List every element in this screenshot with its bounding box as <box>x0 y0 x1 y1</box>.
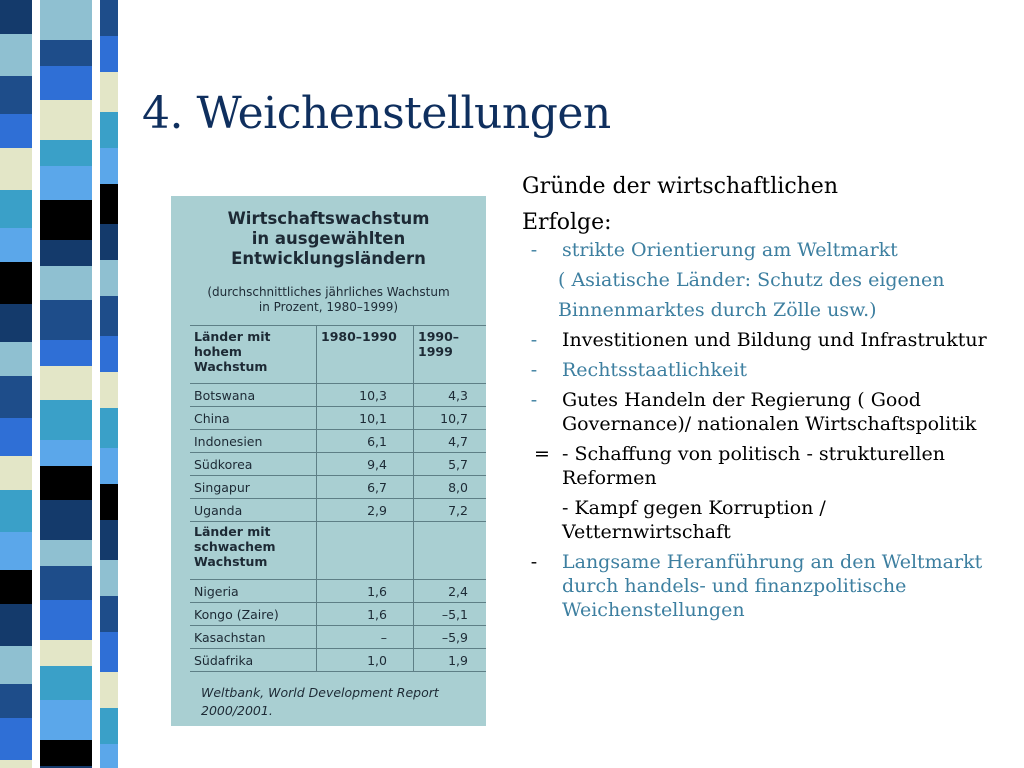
table-row <box>190 430 486 453</box>
stripe-block <box>40 740 92 766</box>
stripe-block <box>40 100 92 140</box>
table-title-line: Entwicklungsländern <box>231 249 426 268</box>
list-item <box>522 238 992 262</box>
value-1990-1999-cell: 2,4 <box>414 580 487 603</box>
high-growth-rows <box>190 384 486 522</box>
table-source-line: Weltbank, World Development Report <box>201 685 439 700</box>
list-item-text: Rechtsstaatlichkeit <box>562 359 747 381</box>
stripe-block <box>100 484 118 520</box>
low-growth-group-label: Länder mit schwachem Wachstum <box>190 522 317 580</box>
stripe-block <box>0 456 32 490</box>
stripe-block <box>0 190 32 228</box>
value-1990-1999-cell: 4,3 <box>414 384 487 407</box>
country-cell: Botswana <box>190 384 317 407</box>
stripe-block <box>0 646 32 684</box>
value-1980-1990-cell: 9,4 <box>317 453 414 476</box>
stripe-block <box>0 304 32 342</box>
growth-table <box>190 325 486 672</box>
stripe-block <box>100 148 118 184</box>
stripe-block <box>100 408 118 448</box>
stripe-column-right <box>100 0 118 768</box>
stripe-block <box>40 300 92 340</box>
value-1980-1990-cell: 2,9 <box>317 499 414 522</box>
stripe-block <box>40 366 92 400</box>
country-cell: Nigeria <box>190 580 317 603</box>
stripe-block <box>0 228 32 262</box>
table-row <box>190 453 486 476</box>
stripe-block <box>100 72 118 112</box>
country-cell: Kasachstan <box>190 626 317 649</box>
column-header-1990-1999: 1990–1999 <box>414 326 487 384</box>
consequence-text: - Schaffung von politisch - strukturellen Reformen <box>562 443 945 489</box>
country-cell: Südafrika <box>190 649 317 672</box>
value-1990-1999-cell: 1,9 <box>414 649 487 672</box>
stripe-block <box>100 336 118 372</box>
stripe-block <box>0 718 32 760</box>
content-text <box>522 168 992 622</box>
stripe-block <box>40 240 92 266</box>
table-row <box>190 580 486 603</box>
slide-title: 4. Weichenstellungen <box>142 88 611 139</box>
stripe-block <box>40 600 92 640</box>
stripe-block <box>0 342 32 376</box>
stripe-block <box>40 266 92 300</box>
bullet-dash: - <box>530 329 538 351</box>
value-1990-1999-cell: 10,7 <box>414 407 487 430</box>
country-cell: Uganda <box>190 499 317 522</box>
bullet-dash: - <box>530 551 538 573</box>
stripe-block <box>0 760 32 768</box>
stripe-block <box>40 166 92 200</box>
table-row-group-header <box>190 522 486 580</box>
list-item <box>522 328 992 352</box>
table-title <box>171 209 486 269</box>
value-1980-1990-cell: – <box>317 626 414 649</box>
stripe-block <box>100 0 118 36</box>
stripe-block <box>40 500 92 540</box>
list-item <box>522 358 992 382</box>
value-1990-1999-cell: –5,1 <box>414 603 487 626</box>
stripe-column-left <box>0 0 32 768</box>
growth-table-image <box>171 196 486 726</box>
value-1990-1999-cell: 7,2 <box>414 499 487 522</box>
value-1980-1990-cell: 1,6 <box>317 580 414 603</box>
list-item <box>522 550 992 622</box>
content-heading-line: Erfolge: <box>522 210 612 235</box>
value-1980-1990-cell: 6,1 <box>317 430 414 453</box>
low-growth-rows <box>190 580 486 672</box>
stripe-block <box>100 520 118 560</box>
stripe-block <box>100 672 118 708</box>
stripe-block <box>0 34 32 76</box>
stripe-block <box>0 148 32 190</box>
country-cell: Südkorea <box>190 453 317 476</box>
country-cell: Indonesien <box>190 430 317 453</box>
stripe-block <box>40 140 92 166</box>
stripe-block <box>100 372 118 408</box>
list-item-text: Investitionen und Bildung und Infrastruktur <box>562 329 987 351</box>
stripe-block <box>40 700 92 740</box>
stripe-block <box>40 40 92 66</box>
value-1990-1999-cell: –5,9 <box>414 626 487 649</box>
stripe-block <box>0 114 32 148</box>
stripe-block <box>40 540 92 566</box>
list-item-text: Langsame Heranführung an den Weltmarkt durch handels- und finanzpolitische Weichenstellungen <box>562 551 983 621</box>
table-row <box>190 603 486 626</box>
stripe-block <box>100 632 118 672</box>
stripe-block <box>100 560 118 596</box>
table-row <box>190 649 486 672</box>
country-cell: China <box>190 407 317 430</box>
stripe-block <box>40 466 92 500</box>
table-subtitle-line: in Prozent, 1980–1999) <box>258 300 399 314</box>
stripe-block <box>100 224 118 260</box>
table-row <box>190 499 486 522</box>
consequence-item <box>522 496 992 544</box>
stripe-block <box>0 418 32 456</box>
list-item-continuation: ( Asiatische Länder: Schutz des eigenen <box>558 269 945 291</box>
stripe-block <box>40 640 92 666</box>
stripe-block <box>0 604 32 646</box>
stripe-block <box>0 262 32 304</box>
list-item <box>522 388 992 436</box>
stripe-block <box>40 566 92 600</box>
stripe-block <box>100 596 118 632</box>
stripe-block <box>40 66 92 100</box>
stripe-block <box>0 76 32 114</box>
stripe-block <box>100 448 118 484</box>
stripe-block <box>40 400 92 440</box>
stripe-block <box>0 684 32 718</box>
consequence-item <box>522 442 992 490</box>
column-header-countries: Länder mit hohem Wachstum <box>190 326 317 384</box>
value-1980-1990-cell: 10,1 <box>317 407 414 430</box>
table-row <box>190 626 486 649</box>
list-item-text: Gutes Handeln der Regierung ( Good Governance)/ nationalen Wirtschaftspolitik <box>562 389 977 435</box>
stripe-block <box>40 0 92 40</box>
stripe-block <box>40 440 92 466</box>
table-source-line: 2000/2001. <box>201 703 273 718</box>
content-heading-line: Gründe der wirtschaftlichen <box>522 174 838 199</box>
table-source <box>201 684 439 720</box>
stripe-block <box>40 200 92 240</box>
stripe-block <box>100 708 118 744</box>
value-1990-1999-cell: 5,7 <box>414 453 487 476</box>
country-cell: Kongo (Zaire) <box>190 603 317 626</box>
stripe-block <box>100 36 118 72</box>
value-1980-1990-cell: 1,6 <box>317 603 414 626</box>
stripe-column-middle <box>40 0 92 768</box>
stripe-block <box>0 490 32 532</box>
stripe-block <box>0 0 32 34</box>
value-1980-1990-cell: 6,7 <box>317 476 414 499</box>
stripe-block <box>100 260 118 296</box>
table-subtitle <box>171 285 486 315</box>
table-row <box>190 384 486 407</box>
list-item-text: strikte Orientierung am Weltmarkt <box>562 239 898 261</box>
list-item-continuation: Binnenmarktes durch Zölle usw.) <box>558 299 877 321</box>
stripe-block <box>0 376 32 418</box>
stripe-block <box>40 340 92 366</box>
stripe-block <box>100 184 118 224</box>
table-title-line: Wirtschaftswachstum <box>227 209 430 228</box>
country-cell: Singapur <box>190 476 317 499</box>
table-row <box>190 407 486 430</box>
value-1990-1999-cell: 4,7 <box>414 430 487 453</box>
stripe-block <box>100 296 118 336</box>
table-subtitle-line: (durchschnittliches jährliches Wachstum <box>207 285 450 299</box>
column-header-1980-1990: 1980–1990 <box>317 326 414 384</box>
bullet-dash: - <box>530 389 538 411</box>
table-row <box>190 476 486 499</box>
stripe-block <box>0 532 32 570</box>
value-1980-1990-cell: 10,3 <box>317 384 414 407</box>
consequence-text: - Kampf gegen Korruption / Vetternwirtschaft <box>562 497 826 543</box>
decorative-stripe <box>0 0 118 768</box>
stripe-block <box>100 112 118 148</box>
stripe-block <box>40 666 92 700</box>
value-1990-1999-cell: 8,0 <box>414 476 487 499</box>
table-title-line: in ausgewählten <box>251 229 406 248</box>
stripe-block <box>100 744 118 768</box>
bullet-dash: - <box>530 239 538 261</box>
bullet-dash: - <box>530 359 538 381</box>
equals-symbol: = <box>534 443 550 465</box>
value-1980-1990-cell: 1,0 <box>317 649 414 672</box>
stripe-block <box>0 570 32 604</box>
